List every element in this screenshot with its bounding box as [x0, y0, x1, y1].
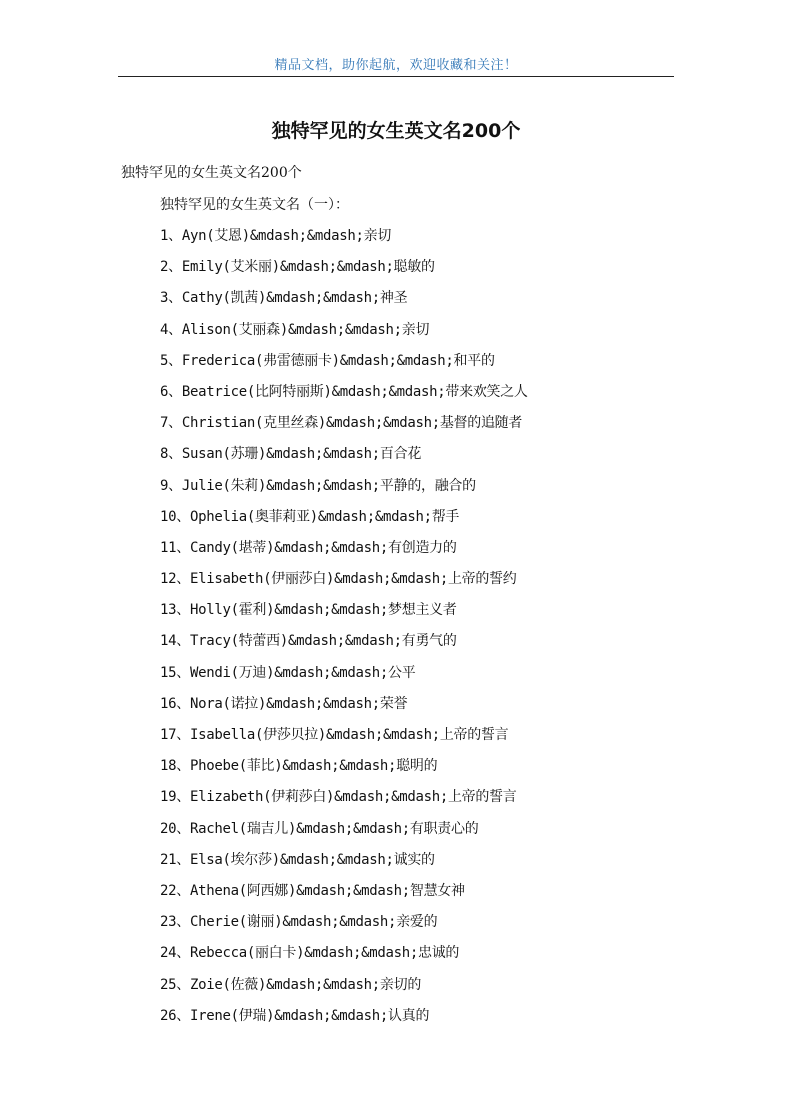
- list-item: 8、Susan(苏珊)&mdash;&mdash;百合花: [160, 446, 422, 463]
- list-item: 7、Christian(克里丝森)&mdash;&mdash;基督的追随者: [160, 415, 523, 432]
- list-item: 5、Frederica(弗雷德丽卡)&mdash;&mdash;和平的: [160, 352, 495, 369]
- list-item: 16、Nora(诺拉)&mdash;&mdash;荣誉: [160, 695, 408, 712]
- list-item: 10、Ophelia(奥菲莉亚)&mdash;&mdash;帮手: [160, 508, 460, 525]
- list-item: 19、Elizabeth(伊莉莎白)&mdash;&mdash;上帝的誓言: [160, 789, 517, 806]
- list-item: 21、Elsa(埃尔莎)&mdash;&mdash;诚实的: [160, 851, 435, 868]
- list-item: 22、Athena(阿西娜)&mdash;&mdash;智慧女神: [160, 882, 465, 899]
- list-item: 11、Candy(堪蒂)&mdash;&mdash;有创造力的: [160, 539, 457, 556]
- list-item: 14、Tracy(特蕾西)&mdash;&mdash;有勇气的: [160, 633, 457, 650]
- list-item: 23、Cherie(谢丽)&mdash;&mdash;亲爱的: [160, 914, 438, 931]
- list-item: 17、Isabella(伊莎贝拉)&mdash;&mdash;上帝的誓言: [160, 727, 509, 743]
- list-item: 25、Zoie(佐薇)&mdash;&mdash;亲切的: [160, 976, 422, 993]
- list-item: 6、Beatrice(比阿特丽斯)&mdash;&mdash;带来欢笑之人: [160, 383, 528, 400]
- section-heading: 独特罕见的女生英文名（一）：: [160, 197, 349, 213]
- list-item: 9、Julie(朱莉)&mdash;&mdash;平静的，融合的: [160, 477, 476, 494]
- list-item: 12、Elisabeth(伊丽莎白)&mdash;&mdash;上帝的誓约: [160, 571, 517, 588]
- list-item: 1、Ayn(艾恩)&mdash;&mdash;亲切: [160, 228, 392, 244]
- page-header-text: 精品文档，助你起航，欢迎收藏和关注！: [274, 58, 518, 73]
- name-list: [160, 226, 528, 1037]
- list-item: 15、Wendi(万迪)&mdash;&mdash;公平: [160, 664, 416, 681]
- list-item: 24、Rebecca(丽白卡)&mdash;&mdash;忠诚的: [160, 945, 460, 962]
- list-item: 3、Cathy(凯茜)&mdash;&mdash;神圣: [160, 290, 408, 307]
- list-item: 13、Holly(霍利)&mdash;&mdash;梦想主义者: [160, 602, 457, 619]
- list-item: 2、Emily(艾米丽)&mdash;&mdash;聪敏的: [160, 259, 435, 276]
- list-item: 20、Rachel(瑞吉儿)&mdash;&mdash;有职责心的: [160, 820, 479, 837]
- document-subtitle: 独特罕见的女生英文名200个: [121, 165, 302, 181]
- list-item: 18、Phoebe(菲比)&mdash;&mdash;聪明的: [160, 758, 438, 775]
- header-divider: [118, 76, 674, 77]
- list-item: 4、Alison(艾丽森)&mdash;&mdash;亲切: [160, 321, 430, 338]
- list-item: 26、Irene(伊瑞)&mdash;&mdash;认真的: [160, 1007, 430, 1024]
- document-title: 独特罕见的女生英文名200个: [271, 120, 521, 142]
